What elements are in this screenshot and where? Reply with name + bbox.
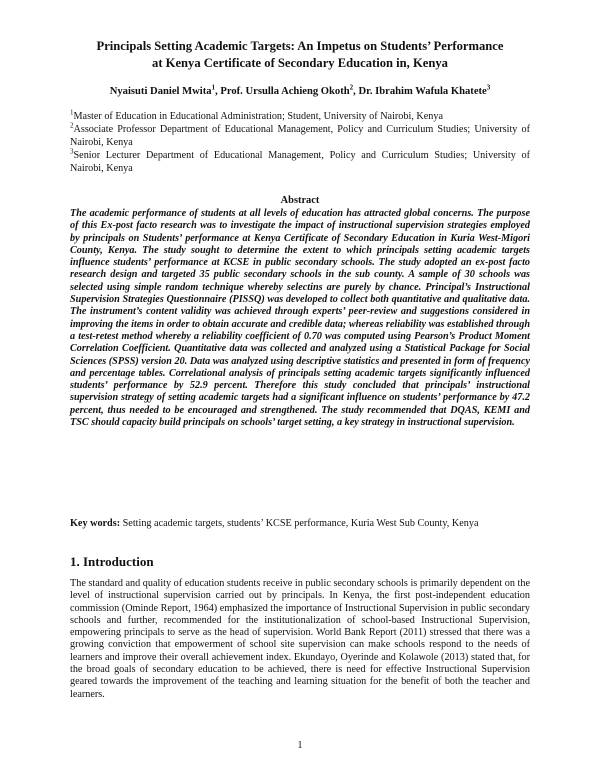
affiliation-list: [70, 110, 530, 175]
affiliation-superscript: 3: [70, 147, 74, 156]
keywords-label: Key words:: [70, 518, 121, 529]
abstract-body: The academic performance of students at all levels of education has attracted global concerns. The purpose of this Ex-post facto research was to investigate the impact of instructional supervision strategies employed by principals on Students’ performance at Kenya Certificate of Secondary Education in Kuria West-Migori County, Kenya. The study sought to determine the extent to which principals setting academic targets influence students’ performance at KCSE in public secondary schools. The study adopted an ex-post facto research design and targeted 35 public secondary schools in the sub county. A sample of 30 schools was selected using simple random technique whereby selectins are purely by chance. Principal’s Instructional Supervision Strategies Questionnaire (PISSQ) was developed to collect both quantitative and qualitative data. The instrument’s content validity was achieved through experts’ peer-review and suggestions considered in improving the items in order to obtain accurate and credible data; whereas reliability was established through a test-retest method whereby a reliability coefficient of 0.70 was computed using Pearson’s Product Moment Correlation Coefficient. Quantitative data was collected and analyzed using a Statistical Package for Social Sciences (SPSS) version 20. Data was analyzed using descriptive statistics and presented in form of frequency and percentage tables. Correlational analysis of principals setting academic targets significantly influenced students’ performance by 52.9 percent. Therefore this study concluded that principals’ instructional supervision strategy of setting academic targets had a significant influence on students’ performance by 47.2 percent, thus needed to be encouraged and strengthened. The study recommended that DQAS, KEMI and TSC should capacity build principals on schools’ target setting, a key strategy in instructional supervision.: [70, 208, 530, 429]
author-superscript: 3: [486, 83, 491, 92]
page-number: 1: [297, 740, 303, 751]
title-line-2: at Kenya Certificate of Secondary Education in, Kenya: [152, 56, 448, 70]
affiliation: [70, 149, 530, 175]
author-superscript: 1: [211, 83, 216, 92]
title-line-1: Principals Setting Academic Targets: An Impetus on Students’ Performance: [96, 39, 504, 53]
author-name: Dr. Ibrahim Wafula Khatete: [358, 86, 487, 97]
affiliation-text: Associate Professor Department of Educational Management, Policy and Curriculum Studies; University of Nairobi, Kenya: [70, 124, 530, 149]
affiliation-text: Senior Lecturer Department of Educational Management, Policy and Curriculum Studies; University of Nairobi, Kenya: [70, 150, 530, 175]
author-superscript: 2: [349, 83, 354, 92]
author-separator: ,: [215, 86, 221, 97]
keywords: [70, 517, 530, 531]
affiliation-superscript: 1: [70, 108, 74, 117]
paper-title: [70, 38, 530, 72]
affiliation-superscript: 2: [70, 121, 74, 130]
author-name: Nyaisuti Daniel Mwita: [109, 86, 212, 97]
section-heading: 1. Introduction: [70, 554, 154, 569]
author-name: Prof. Ursulla Achieng Okoth: [220, 86, 350, 97]
author-list: [70, 85, 530, 99]
keywords-text: Setting academic targets, students’ KCSE performance, Kuria West Sub County, Kenya: [120, 518, 479, 529]
affiliation: [70, 110, 530, 123]
abstract-heading: Abstract: [280, 195, 320, 206]
affiliation: [70, 123, 530, 149]
introduction-body: The standard and quality of education students receive in public secondary schools is primarily dependent on the level of instructional supervision carried out by principals. In Kenya, the first post-independent education commission (Ominde Report, 1964) emphasized the importance of Instructional Supervision in public secondary schools and further, recommended for the institutionalization of school-based Instructional Supervision, empowering principals to serve as the head of supervision. World Bank Report (2011) stressed that there was a growing conviction that empowerment of school site supervision can make schools respond to the needs of learners and improve their overall achievement index. Ekundayo, Oyerinde and Kolawole (2013) stated that, for the broad goals of secondary education to be achieved, there is need for effective Instructional Supervision geared towards the improvement of the teaching and learning situation for the benefit of both the teacher and learners.: [70, 578, 530, 700]
author-separator: ,: [353, 86, 359, 97]
affiliation-text: Master of Education in Educational Administration; Student, University of Nairobi, Kenya: [73, 111, 444, 122]
